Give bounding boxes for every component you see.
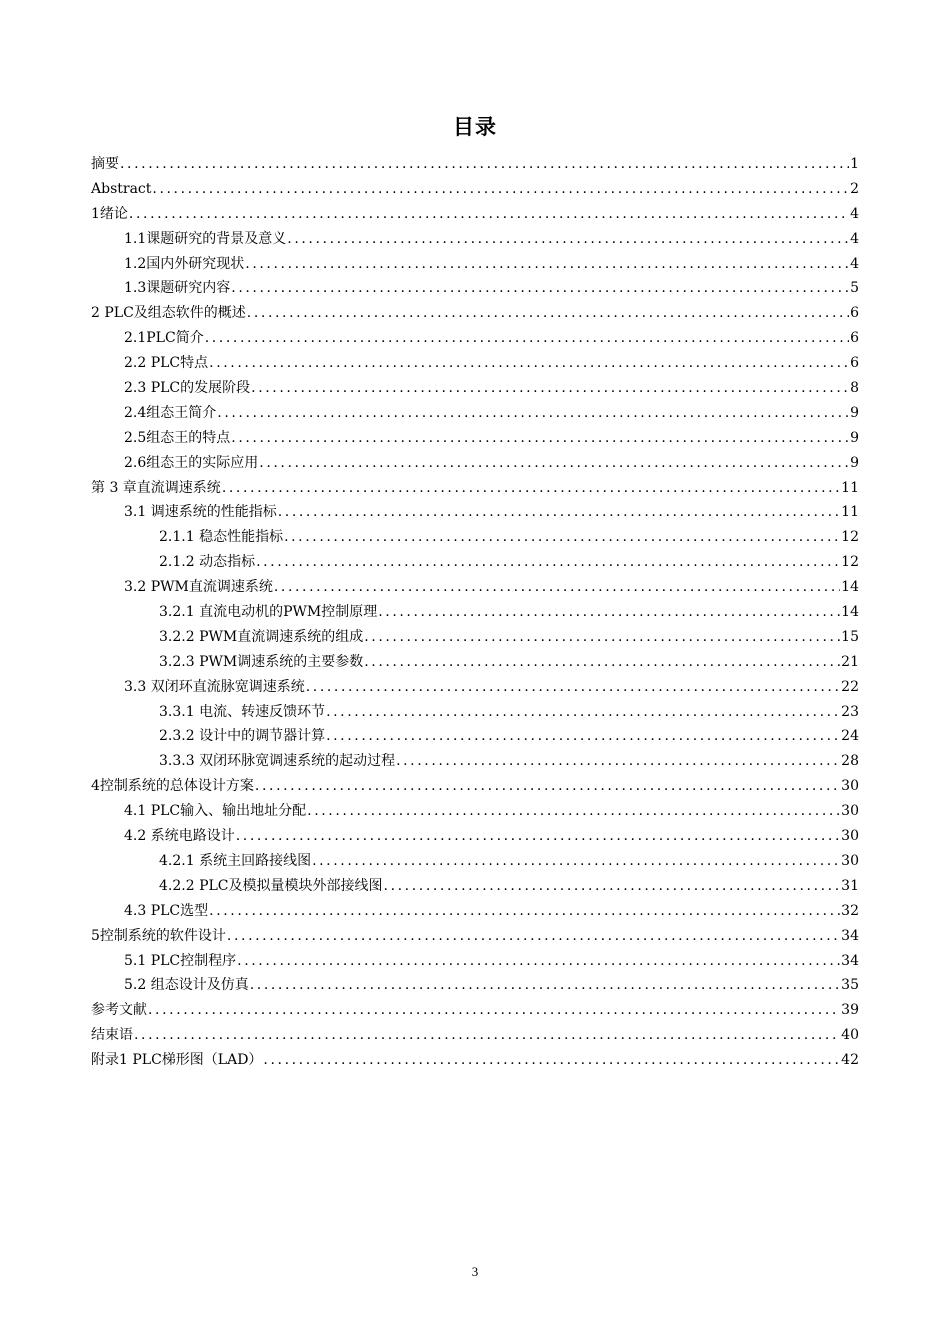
toc-entry[interactable]	[91, 276, 859, 301]
toc-entry-page: 21	[841, 653, 859, 670]
toc-entry[interactable]	[91, 899, 859, 924]
toc-dot-leader	[364, 625, 840, 650]
toc-entry[interactable]	[91, 351, 859, 376]
toc-dot-leader	[274, 575, 840, 600]
toc-entry[interactable]	[91, 600, 859, 625]
toc-entry-title: 1.2国内外研究现状	[124, 255, 245, 272]
toc-entry-page: 30	[841, 852, 859, 869]
toc-entry-page: 14	[841, 579, 859, 596]
toc-entry-title: 2 PLC及组态软件的概述	[91, 305, 246, 322]
toc-dot-leader	[134, 1023, 840, 1048]
toc-entry[interactable]	[91, 476, 859, 501]
toc-entry-page: 6	[850, 330, 859, 347]
toc-dot-leader	[396, 749, 840, 774]
toc-entry-page: 14	[841, 604, 859, 621]
toc-entry[interactable]	[91, 451, 859, 476]
toc-entry-title: 1.1课题研究的背景及意义	[124, 230, 287, 247]
toc-entry[interactable]	[91, 625, 859, 650]
toc-dot-leader	[326, 724, 840, 749]
toc-entry-page: 34	[841, 952, 859, 969]
toc-entry-title: 结束语	[91, 1027, 133, 1044]
toc-entry-title: 2.2 PLC特点	[124, 355, 209, 372]
toc-entry-page: 28	[841, 753, 859, 770]
toc-entry-page: 30	[841, 828, 859, 845]
toc-entry-page: 9	[850, 429, 859, 446]
toc-entry[interactable]	[91, 700, 859, 725]
toc-entry-title: 4.2.1 系统主回路接线图	[159, 852, 312, 869]
toc-entry-page: 6	[850, 305, 859, 322]
toc-entry-title: 5.2 组态设计及仿真	[124, 977, 249, 994]
toc-dot-leader	[222, 476, 840, 501]
toc-entry-title: 4.3 PLC选型	[124, 902, 209, 919]
toc-entry-title: 摘要	[91, 156, 119, 172]
toc-entry-title: 4.1 PLC输入、输出地址分配	[124, 803, 307, 820]
toc-entry-page: 4	[850, 230, 859, 247]
toc-entry-title: 第 3 章直流调速系统	[91, 479, 221, 496]
toc-entry-page: 24	[841, 728, 859, 745]
table-of-contents	[91, 152, 859, 1073]
toc-dot-leader	[247, 301, 849, 326]
toc-dot-leader	[255, 774, 840, 799]
toc-entry-page: 2	[850, 180, 859, 197]
toc-entry-page: 12	[841, 554, 859, 571]
toc-entry[interactable]	[91, 177, 859, 202]
toc-entry-page: 34	[841, 927, 859, 944]
toc-dot-leader	[250, 973, 840, 998]
toc-entry-title: 2.1.1 稳态性能指标	[159, 529, 284, 546]
toc-entry-title: 4.2.2 PLC及模拟量模块外部接线图	[159, 877, 383, 894]
toc-dot-leader	[217, 401, 849, 426]
toc-entry-page: 31	[841, 877, 859, 894]
toc-entry-page: 9	[850, 404, 859, 421]
toc-dot-leader	[259, 451, 849, 476]
toc-entry-page: 22	[841, 678, 859, 695]
toc-title: 目录	[453, 115, 497, 139]
toc-entry[interactable]	[91, 1023, 859, 1048]
toc-dot-leader	[263, 1048, 840, 1073]
toc-entry-title: 4控制系统的总体设计方案	[91, 778, 254, 795]
toc-dot-leader	[284, 525, 840, 550]
toc-entry[interactable]	[91, 874, 859, 899]
toc-dot-leader	[237, 949, 840, 974]
toc-entry[interactable]	[91, 202, 859, 227]
toc-entry-title: 5.1 PLC控制程序	[124, 952, 237, 969]
toc-dot-leader	[256, 550, 840, 575]
toc-entry[interactable]	[91, 799, 859, 824]
toc-entry[interactable]	[91, 376, 859, 401]
toc-entry-title: 2.4组态王简介	[124, 404, 217, 421]
toc-dot-leader	[231, 426, 849, 451]
toc-entry-title: Abstract	[91, 180, 152, 197]
toc-entry-page: 1	[850, 156, 859, 172]
toc-entry-page: 4	[850, 255, 859, 272]
toc-entry-title: 1绪论	[91, 205, 128, 222]
toc-entry-page: 9	[850, 454, 859, 471]
toc-entry-page: 5	[850, 280, 859, 297]
toc-entry-page: 40	[841, 1027, 859, 1044]
toc-entry-title: 3.2.2 PWM直流调速系统的组成	[159, 628, 364, 645]
toc-dot-leader	[231, 276, 849, 301]
toc-entry-title: 2.6组态王的实际应用	[124, 454, 259, 471]
toc-dot-leader	[152, 177, 849, 202]
toc-dot-leader	[205, 326, 849, 351]
toc-entry-page: 11	[841, 504, 859, 521]
toc-entry-title: 参考文献	[91, 1002, 147, 1019]
toc-entry-page: 12	[841, 529, 859, 546]
toc-entry-page: 6	[850, 355, 859, 372]
toc-entry-page: 23	[841, 703, 859, 720]
toc-entry[interactable]	[91, 252, 859, 277]
toc-entry[interactable]	[91, 525, 859, 550]
toc-entry[interactable]	[91, 227, 859, 252]
toc-entry[interactable]	[91, 849, 859, 874]
toc-dot-leader	[120, 152, 849, 177]
toc-entry[interactable]	[91, 575, 859, 600]
toc-dot-leader	[251, 376, 849, 401]
toc-entry-title: 1.3课题研究内容	[124, 280, 231, 297]
toc-dot-leader	[306, 675, 840, 700]
toc-entry-page: 42	[841, 1052, 859, 1069]
toc-entry-title: 2.1.2 动态指标	[159, 554, 256, 571]
toc-entry-title: 2.3.2 设计中的调节器计算	[159, 728, 326, 745]
toc-entry-title: 5控制系统的软件设计	[91, 927, 226, 944]
toc-entry-title: 2.1PLC简介	[124, 330, 204, 347]
toc-dot-leader	[129, 202, 849, 227]
toc-dot-leader	[278, 500, 840, 525]
toc-dot-leader	[209, 899, 840, 924]
toc-entry-title: 3.3.1 电流、转速反馈环节	[159, 703, 326, 720]
toc-entry-page: 30	[841, 803, 859, 820]
toc-entry[interactable]	[91, 749, 859, 774]
toc-entry[interactable]	[91, 924, 859, 949]
toc-entry-title: 3.3 双闭环直流脉宽调速系统	[124, 678, 305, 695]
toc-entry-title: 4.2 系统电路设计	[124, 828, 235, 845]
toc-dot-leader	[378, 600, 840, 625]
toc-entry[interactable]	[91, 326, 859, 351]
toc-entry[interactable]	[91, 650, 859, 675]
toc-entry-title: 3.3.3 双闭环脉宽调速系统的起动过程	[159, 753, 396, 770]
toc-dot-leader	[326, 700, 840, 725]
toc-dot-leader	[209, 351, 849, 376]
toc-entry[interactable]	[91, 426, 859, 451]
toc-entry-page: 32	[841, 902, 859, 919]
toc-entry[interactable]	[91, 724, 859, 749]
toc-dot-leader	[364, 650, 840, 675]
toc-entry-page: 15	[841, 628, 859, 645]
toc-entry-title: 2.3 PLC的发展阶段	[124, 380, 251, 397]
toc-entry[interactable]	[91, 301, 859, 326]
toc-entry-title: 3.2.1 直流电动机的PWM控制原理	[159, 604, 378, 621]
toc-dot-leader	[307, 799, 840, 824]
toc-entry-page: 35	[841, 977, 859, 994]
toc-entry[interactable]	[91, 500, 859, 525]
toc-entry-page: 39	[841, 1002, 859, 1019]
toc-dot-leader	[227, 924, 840, 949]
toc-dot-leader	[384, 874, 841, 899]
toc-dot-leader	[287, 227, 849, 252]
toc-entry[interactable]	[91, 774, 859, 799]
toc-entry[interactable]	[91, 998, 859, 1023]
toc-entry-title: 3.1 调速系统的性能指标	[124, 504, 277, 521]
toc-entry-page: 8	[850, 380, 859, 397]
toc-entry-title: 附录1 PLC梯形图（LAD）	[91, 1052, 263, 1069]
toc-entry[interactable]	[91, 675, 859, 700]
toc-dot-leader	[148, 998, 840, 1023]
toc-entry[interactable]	[91, 973, 859, 998]
toc-entry-page: 4	[850, 205, 859, 222]
toc-entry[interactable]	[91, 949, 859, 974]
toc-entry-title: 3.2 PWM直流调速系统	[124, 579, 273, 596]
toc-entry-title: 3.2.3 PWM调速系统的主要参数	[159, 653, 364, 670]
toc-entry[interactable]	[91, 824, 859, 849]
toc-entry-page: 11	[841, 479, 859, 496]
toc-entry[interactable]	[91, 401, 859, 426]
toc-entry[interactable]	[91, 550, 859, 575]
toc-dot-leader	[312, 849, 840, 874]
toc-dot-leader	[245, 252, 849, 277]
toc-entry-page: 30	[841, 778, 859, 795]
page-number: 3	[471, 1264, 479, 1279]
toc-dot-leader	[236, 824, 840, 849]
toc-entry[interactable]	[91, 152, 859, 177]
toc-entry-title: 2.5组态王的特点	[124, 429, 231, 446]
toc-entry[interactable]	[91, 1048, 859, 1073]
